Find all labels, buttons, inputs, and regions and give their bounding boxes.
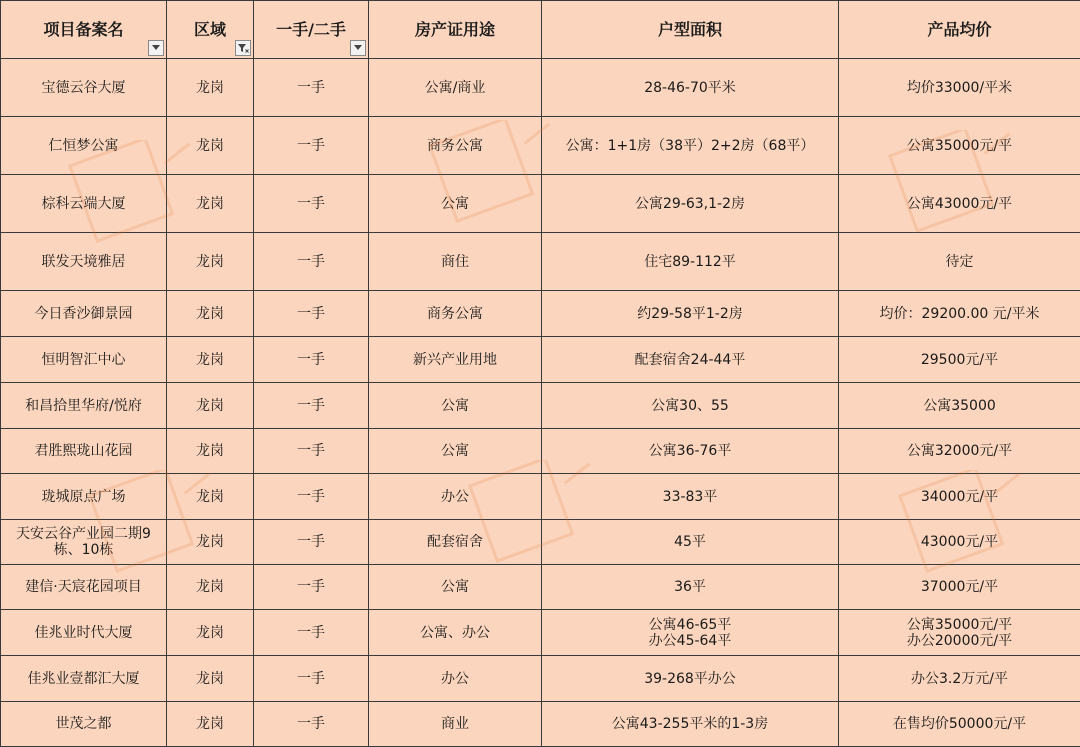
table-row [1, 520, 1080, 565]
unit-size-cell[interactable] [542, 520, 839, 565]
cell-text: 公寓46-65平 [546, 617, 834, 633]
unit-size-cell[interactable] [542, 175, 839, 233]
cell-text: 商业 [373, 716, 537, 732]
cell-text: 33-83平 [546, 489, 834, 505]
unit-size-cell[interactable] [542, 610, 839, 656]
region-cell[interactable] [167, 702, 254, 747]
header-average-price[interactable] [839, 1, 1080, 59]
hand-type-cell[interactable] [254, 565, 369, 610]
cell-text: 45平 [546, 534, 834, 550]
cell-text: 39-268平办公 [546, 671, 834, 687]
cell-text: 建信·天宸花园项目 [5, 579, 162, 595]
cell-text: 住宅89-112平 [546, 254, 834, 270]
cell-text: 龙岗 [171, 352, 249, 368]
project-name-cell[interactable] [1, 656, 167, 702]
cell-text: 待定 [843, 254, 1076, 270]
cell-text: 43000元/平 [843, 534, 1076, 550]
cell-text: 一手 [258, 254, 364, 270]
cell-text: 一手 [258, 138, 364, 154]
cell-text: 36平 [546, 579, 834, 595]
header-label: 项目备案名 [43, 22, 123, 38]
region-cell[interactable] [167, 337, 254, 383]
usage-cell[interactable] [369, 175, 542, 233]
cell-text: 一手 [258, 671, 364, 687]
hand-type-cell[interactable] [254, 233, 369, 291]
cell-text: 商务公寓 [373, 306, 537, 322]
cell-text: 公寓 [373, 398, 537, 414]
cell-text: 商务公寓 [373, 138, 537, 154]
table-body [1, 59, 1080, 747]
cell-text: 公寓35000元/平 [843, 138, 1076, 154]
cell-text: 龙岗 [171, 625, 249, 641]
cell-text: 公寓43-255平米的1-3房 [546, 716, 834, 732]
region-cell[interactable] [167, 520, 254, 565]
cell-text: 龙岗 [171, 534, 249, 550]
cell-text: 一手 [258, 398, 364, 414]
region-cell[interactable] [167, 291, 254, 337]
header-label: 房产证用途 [415, 22, 495, 38]
price-cell[interactable] [839, 233, 1080, 291]
header-property-usage[interactable] [369, 1, 542, 59]
cell-text: 宝德云谷大厦 [5, 80, 162, 96]
unit-size-cell[interactable] [542, 337, 839, 383]
cell-text: 一手 [258, 306, 364, 322]
table-row [1, 59, 1080, 117]
usage-cell[interactable] [369, 383, 542, 429]
cell-text: 公寓 [373, 443, 537, 459]
usage-cell[interactable] [369, 59, 542, 117]
project-name-cell[interactable] [1, 233, 167, 291]
unit-size-cell[interactable] [542, 474, 839, 520]
cell-text: 在售均价50000元/平 [843, 716, 1076, 732]
header-region[interactable] [167, 1, 254, 59]
cell-text: 龙岗 [171, 196, 249, 212]
hand-type-cell[interactable] [254, 175, 369, 233]
region-cell[interactable] [167, 117, 254, 175]
cell-text: 天安云谷产业园二期9 [5, 526, 162, 542]
region-cell[interactable] [167, 175, 254, 233]
usage-cell[interactable] [369, 117, 542, 175]
unit-size-cell[interactable] [542, 702, 839, 747]
cell-text: 公寓 [373, 196, 537, 212]
unit-size-cell[interactable] [542, 291, 839, 337]
region-cell[interactable] [167, 59, 254, 117]
cell-text: 办公 [373, 489, 537, 505]
header-unit-size[interactable] [542, 1, 839, 59]
header-row [1, 1, 1080, 59]
usage-cell[interactable] [369, 429, 542, 474]
cell-text: 商住 [373, 254, 537, 270]
cell-text: 龙岗 [171, 716, 249, 732]
cell-text: 今日香沙御景园 [5, 306, 162, 322]
cell-text: 一手 [258, 352, 364, 368]
cell-text: 新兴产业用地 [373, 352, 537, 368]
usage-cell[interactable] [369, 702, 542, 747]
unit-size-cell[interactable] [542, 656, 839, 702]
cell-text: 君胜熙珑山花园 [5, 443, 162, 459]
project-name-cell[interactable] [1, 565, 167, 610]
header-label: 区域 [194, 22, 226, 38]
table-row [1, 610, 1080, 656]
cell-text: 和昌拾里华府/悦府 [5, 398, 162, 414]
project-name-cell[interactable] [1, 702, 167, 747]
hand-type-cell[interactable] [254, 291, 369, 337]
cell-text: 龙岗 [171, 80, 249, 96]
table-row [1, 565, 1080, 610]
cell-text: 公寓35000 [843, 398, 1076, 414]
cell-text: 办公3.2万元/平 [843, 671, 1076, 687]
cell-text: 佳兆业壹都汇大厦 [5, 671, 162, 687]
unit-size-cell[interactable] [542, 233, 839, 291]
cell-text: 龙岗 [171, 138, 249, 154]
cell-text: 办公20000元/平 [843, 633, 1076, 649]
price-cell[interactable] [839, 702, 1080, 747]
table-row [1, 474, 1080, 520]
cell-text: 一手 [258, 625, 364, 641]
usage-cell[interactable] [369, 520, 542, 565]
usage-cell[interactable] [369, 291, 542, 337]
cell-text: 龙岗 [171, 398, 249, 414]
cell-text: 公寓 [373, 579, 537, 595]
filter-dropdown-icon[interactable] [148, 40, 164, 56]
price-cell[interactable] [839, 383, 1080, 429]
region-cell[interactable] [167, 565, 254, 610]
hand-type-cell[interactable] [254, 474, 369, 520]
cell-text: 联发天境雅居 [5, 254, 162, 270]
usage-cell[interactable] [369, 337, 542, 383]
price-cell[interactable] [839, 520, 1080, 565]
price-cell[interactable] [839, 175, 1080, 233]
cell-text: 一手 [258, 489, 364, 505]
price-cell[interactable] [839, 291, 1080, 337]
cell-text: 公寓、办公 [373, 625, 537, 641]
cell-text: 37000元/平 [843, 579, 1076, 595]
table-row [1, 429, 1080, 474]
region-cell[interactable] [167, 429, 254, 474]
cell-text: 龙岗 [171, 671, 249, 687]
cell-text: 均价33000/平米 [843, 80, 1076, 96]
project-name-cell[interactable] [1, 337, 167, 383]
cell-text: 龙岗 [171, 579, 249, 595]
usage-cell[interactable] [369, 474, 542, 520]
region-cell[interactable] [167, 474, 254, 520]
table-row [1, 291, 1080, 337]
project-name-cell[interactable] [1, 383, 167, 429]
cell-text: 一手 [258, 579, 364, 595]
table-row [1, 117, 1080, 175]
table-row [1, 175, 1080, 233]
cell-text: 公寓32000元/平 [843, 443, 1076, 459]
project-name-cell[interactable] [1, 175, 167, 233]
project-name-cell[interactable] [1, 474, 167, 520]
unit-size-cell[interactable] [542, 117, 839, 175]
cell-text: 公寓30、55 [546, 398, 834, 414]
price-cell[interactable] [839, 565, 1080, 610]
table-row [1, 337, 1080, 383]
cell-text: 龙岗 [171, 306, 249, 322]
cell-text: 约29-58平1-2房 [546, 306, 834, 322]
project-name-cell[interactable] [1, 59, 167, 117]
usage-cell[interactable] [369, 233, 542, 291]
price-cell[interactable] [839, 610, 1080, 656]
project-name-cell[interactable] [1, 520, 167, 565]
unit-size-cell[interactable] [542, 429, 839, 474]
header-project-name[interactable] [1, 1, 167, 59]
hand-type-cell[interactable] [254, 656, 369, 702]
cell-text: 一手 [258, 196, 364, 212]
region-cell[interactable] [167, 656, 254, 702]
region-cell[interactable] [167, 383, 254, 429]
cell-text: 公寓/商业 [373, 80, 537, 96]
price-cell[interactable] [839, 59, 1080, 117]
table-row [1, 383, 1080, 429]
project-name-cell[interactable] [1, 117, 167, 175]
hand-type-cell[interactable] [254, 337, 369, 383]
usage-cell[interactable] [369, 565, 542, 610]
cell-text: 一手 [258, 534, 364, 550]
header-label: 产品均价 [927, 22, 991, 38]
cell-text: 29500元/平 [843, 352, 1076, 368]
usage-cell[interactable] [369, 656, 542, 702]
header-label: 户型面积 [658, 22, 722, 38]
active-filter-icon[interactable] [235, 40, 251, 56]
price-cell[interactable] [839, 117, 1080, 175]
cell-text: 公寓36-76平 [546, 443, 834, 459]
hand-type-cell[interactable] [254, 383, 369, 429]
unit-size-cell[interactable] [542, 59, 839, 117]
hand-type-cell[interactable] [254, 59, 369, 117]
project-name-cell[interactable] [1, 429, 167, 474]
cell-text: 佳兆业时代大厦 [5, 625, 162, 641]
price-cell[interactable] [839, 337, 1080, 383]
cell-text: 公寓35000元/平 [843, 617, 1076, 633]
cell-text: 配套宿舍 [373, 534, 537, 550]
table-row [1, 702, 1080, 747]
usage-cell[interactable] [369, 610, 542, 656]
price-cell[interactable] [839, 429, 1080, 474]
hand-type-cell[interactable] [254, 520, 369, 565]
project-name-cell[interactable] [1, 291, 167, 337]
cell-text: 均价：29200.00 元/平米 [843, 306, 1076, 322]
price-cell[interactable] [839, 656, 1080, 702]
cell-text: 公寓43000元/平 [843, 196, 1076, 212]
cell-text: 办公 [373, 671, 537, 687]
cell-text: 世茂之都 [5, 716, 162, 732]
cell-text: 龙岗 [171, 443, 249, 459]
cell-text: 仁恒梦公寓 [5, 138, 162, 154]
hand-type-cell[interactable] [254, 429, 369, 474]
hand-type-cell[interactable] [254, 610, 369, 656]
cell-text: 一手 [258, 716, 364, 732]
filter-dropdown-icon[interactable] [350, 40, 366, 56]
cell-text: 公寓29-63,1-2房 [546, 196, 834, 212]
header-first-second-hand[interactable] [254, 1, 369, 59]
cell-text: 公寓：1+1房（38平）2+2房（68平） [546, 138, 834, 154]
cell-text: 28-46-70平米 [546, 80, 834, 96]
cell-text: 龙岗 [171, 489, 249, 505]
cell-text: 一手 [258, 443, 364, 459]
cell-text: 34000元/平 [843, 489, 1076, 505]
region-cell[interactable] [167, 233, 254, 291]
cell-text: 配套宿舍24-44平 [546, 352, 834, 368]
cell-text: 一手 [258, 80, 364, 96]
header-label: 一手/二手 [276, 22, 346, 38]
cell-text: 龙岗 [171, 254, 249, 270]
hand-type-cell[interactable] [254, 702, 369, 747]
cell-text: 珑城原点广场 [5, 489, 162, 505]
project-name-cell[interactable] [1, 610, 167, 656]
hand-type-cell[interactable] [254, 117, 369, 175]
region-cell[interactable] [167, 610, 254, 656]
unit-size-cell[interactable] [542, 565, 839, 610]
cell-text: 恒明智汇中心 [5, 352, 162, 368]
cell-text: 办公45-64平 [546, 633, 834, 649]
cell-text: 棕科云端大厦 [5, 196, 162, 212]
cell-text: 栋、10栋 [5, 542, 162, 558]
price-cell[interactable] [839, 474, 1080, 520]
unit-size-cell[interactable] [542, 383, 839, 429]
table-row [1, 656, 1080, 702]
table-row [1, 233, 1080, 291]
